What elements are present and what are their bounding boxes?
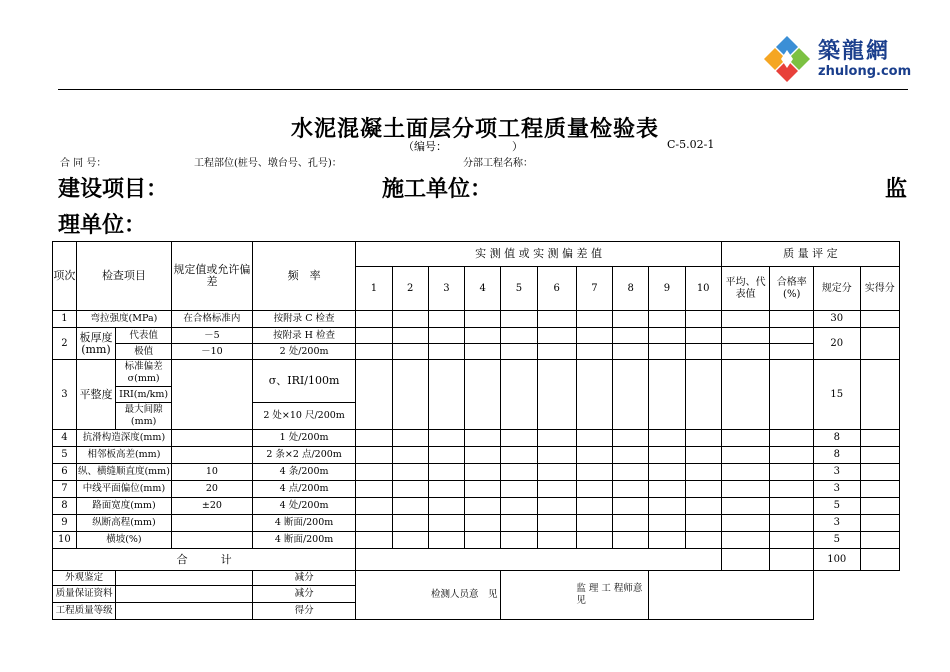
page-title: 水泥混凝土面层分项工程质量检验表 <box>290 116 659 142</box>
col-10: 10 <box>685 267 721 311</box>
serial-close: ） <box>512 140 523 153</box>
row-item: 中线平面偏位(mm) <box>76 481 171 498</box>
col-9: 9 <box>649 267 685 311</box>
row-no: 8 <box>53 498 77 515</box>
row-frequency: 4 断面/200m <box>252 515 356 532</box>
row-no: 1 <box>53 311 77 328</box>
row-item: 抗滑构造深度(mm) <box>76 430 171 447</box>
row-item: 弯拉强度(MPa) <box>76 311 171 328</box>
col-2: 2 <box>392 267 428 311</box>
row-score: 5 <box>813 532 860 549</box>
supervisor-label-start: 监 <box>885 176 908 202</box>
contractor-label: 施工单位： <box>382 176 493 202</box>
row-item: 相邻板高差(mm) <box>76 447 171 464</box>
row-frequency: 按附录 C 检查 <box>252 311 356 328</box>
col-6: 6 <box>537 267 576 311</box>
total-label: 合 计 <box>53 549 356 571</box>
col-3: 3 <box>428 267 464 311</box>
col-1: 1 <box>356 267 392 311</box>
header-avg: 平均、代表值 <box>721 267 770 311</box>
row-sub: 代表值 <box>116 328 172 344</box>
row-allowed <box>172 430 253 447</box>
location-label: 工程部位(桩号、墩台号、孔号)： <box>194 158 342 169</box>
row-frequency: 4 处/200m <box>252 498 356 515</box>
header-item-no: 项次 <box>53 242 77 311</box>
row-no: 10 <box>53 532 77 549</box>
row-allowed: ±20 <box>172 498 253 515</box>
row-no: 3 <box>53 360 77 430</box>
row-score: 15 <box>813 360 860 430</box>
row-sub: 最大间隙(mm) <box>116 403 172 430</box>
table-row <box>53 515 900 532</box>
serial-label: （编号： <box>403 140 447 153</box>
table-row <box>53 464 900 481</box>
row-allowed <box>172 515 253 532</box>
row-frequency: 2 处×10 尺/200m <box>252 403 356 430</box>
table-row <box>53 311 900 328</box>
table-row <box>53 447 900 464</box>
header-actual-score: 实得分 <box>860 267 899 311</box>
header-measured: 实 测 值 或 实 测 偏 差 值 <box>356 242 721 267</box>
header-rule <box>58 89 908 90</box>
inspection-table <box>52 241 900 620</box>
logo-domain: zhulong.com <box>818 64 912 79</box>
table-row <box>53 344 900 360</box>
row-score: 30 <box>813 311 860 328</box>
table-row <box>53 360 900 387</box>
row-no: 7 <box>53 481 77 498</box>
col-4: 4 <box>465 267 501 311</box>
row-no: 6 <box>53 464 77 481</box>
header-frequency: 频 率 <box>252 242 356 311</box>
row-score: 20 <box>813 328 860 360</box>
header-allowed: 规定值或允许偏差 <box>172 242 253 311</box>
row-score: 3 <box>813 464 860 481</box>
header-row-1 <box>53 242 900 267</box>
logo-emblem-icon <box>760 32 814 86</box>
row-sub: IRI(m/km) <box>116 387 172 403</box>
total-score: 100 <box>813 549 860 571</box>
logo <box>760 32 910 82</box>
appearance-label: 外观鉴定 <box>53 571 116 586</box>
row-item: 横坡(%) <box>76 532 171 549</box>
table-row <box>53 328 900 344</box>
col-8: 8 <box>613 267 649 311</box>
row-score: 3 <box>813 481 860 498</box>
contract-label: 合 同 号： <box>60 158 107 169</box>
row-item: 纵断高程(mm) <box>76 515 171 532</box>
subproject-label: 分部工程名称： <box>463 158 533 169</box>
row-frequency: 按附录 H 检查 <box>252 328 356 344</box>
construction-project-label: 建设项目： <box>58 176 169 202</box>
header-quality: 质 量 评 定 <box>721 242 899 267</box>
row-allowed <box>172 447 253 464</box>
row-item: 纵、横缝顺直度(mm) <box>76 464 171 481</box>
row-score: 8 <box>813 447 860 464</box>
table-row <box>53 498 900 515</box>
quality-docs-label: 质量保证资料 <box>53 586 116 603</box>
row-no: 4 <box>53 430 77 447</box>
logo-name: 築龍網 <box>818 39 891 64</box>
row-frequency: 2 处/200m <box>252 344 356 360</box>
row-item: 平整度 <box>76 360 115 430</box>
supervisor-opinion-label: 监 理 工 程师意见 <box>576 571 648 620</box>
row-no: 5 <box>53 447 77 464</box>
row-allowed: －5 <box>172 328 253 344</box>
col-7: 7 <box>576 267 612 311</box>
table-row <box>53 481 900 498</box>
row-score: 8 <box>813 430 860 447</box>
deduct-label-1: 减分 <box>252 571 356 586</box>
score-label: 得分 <box>252 603 356 620</box>
header-score: 规定分 <box>813 267 860 311</box>
inspector-opinion-label: 检测人员意 见 <box>428 571 500 620</box>
row-no: 9 <box>53 515 77 532</box>
row-frequency: σ、IRI/100m <box>252 360 356 403</box>
row-allowed <box>172 532 253 549</box>
footer-row <box>53 571 900 586</box>
row-sub: 标准偏差σ(mm) <box>116 360 172 387</box>
row-frequency: 4 点/200m <box>252 481 356 498</box>
row-item: 路面宽度(mm) <box>76 498 171 515</box>
row-item: 板厚度(mm) <box>76 328 115 360</box>
deduct-label-2: 减分 <box>252 586 356 603</box>
header-check-item: 检查项目 <box>76 242 171 311</box>
row-allowed: 10 <box>172 464 253 481</box>
row-frequency: 4 条/200m <box>252 464 356 481</box>
row-no: 2 <box>53 328 77 360</box>
supervisor-label-end: 理单位： <box>58 212 147 238</box>
row-allowed: －10 <box>172 344 253 360</box>
row-frequency: 1 处/200m <box>252 430 356 447</box>
col-5: 5 <box>501 267 537 311</box>
grade-label: 工程质量等级 <box>53 603 116 620</box>
header-pass-rate: 合格率(%) <box>770 267 813 311</box>
form-code: C-5.02-1 <box>667 138 715 151</box>
row-allowed: 在合格标准内 <box>172 311 253 328</box>
row-frequency: 4 断面/200m <box>252 532 356 549</box>
row-sub: 极值 <box>116 344 172 360</box>
table-row <box>53 532 900 549</box>
row-allowed: 20 <box>172 481 253 498</box>
row-score: 5 <box>813 498 860 515</box>
table-row <box>53 430 900 447</box>
row-frequency: 2 条×2 点/200m <box>252 447 356 464</box>
total-row <box>53 549 900 571</box>
row-score: 3 <box>813 515 860 532</box>
